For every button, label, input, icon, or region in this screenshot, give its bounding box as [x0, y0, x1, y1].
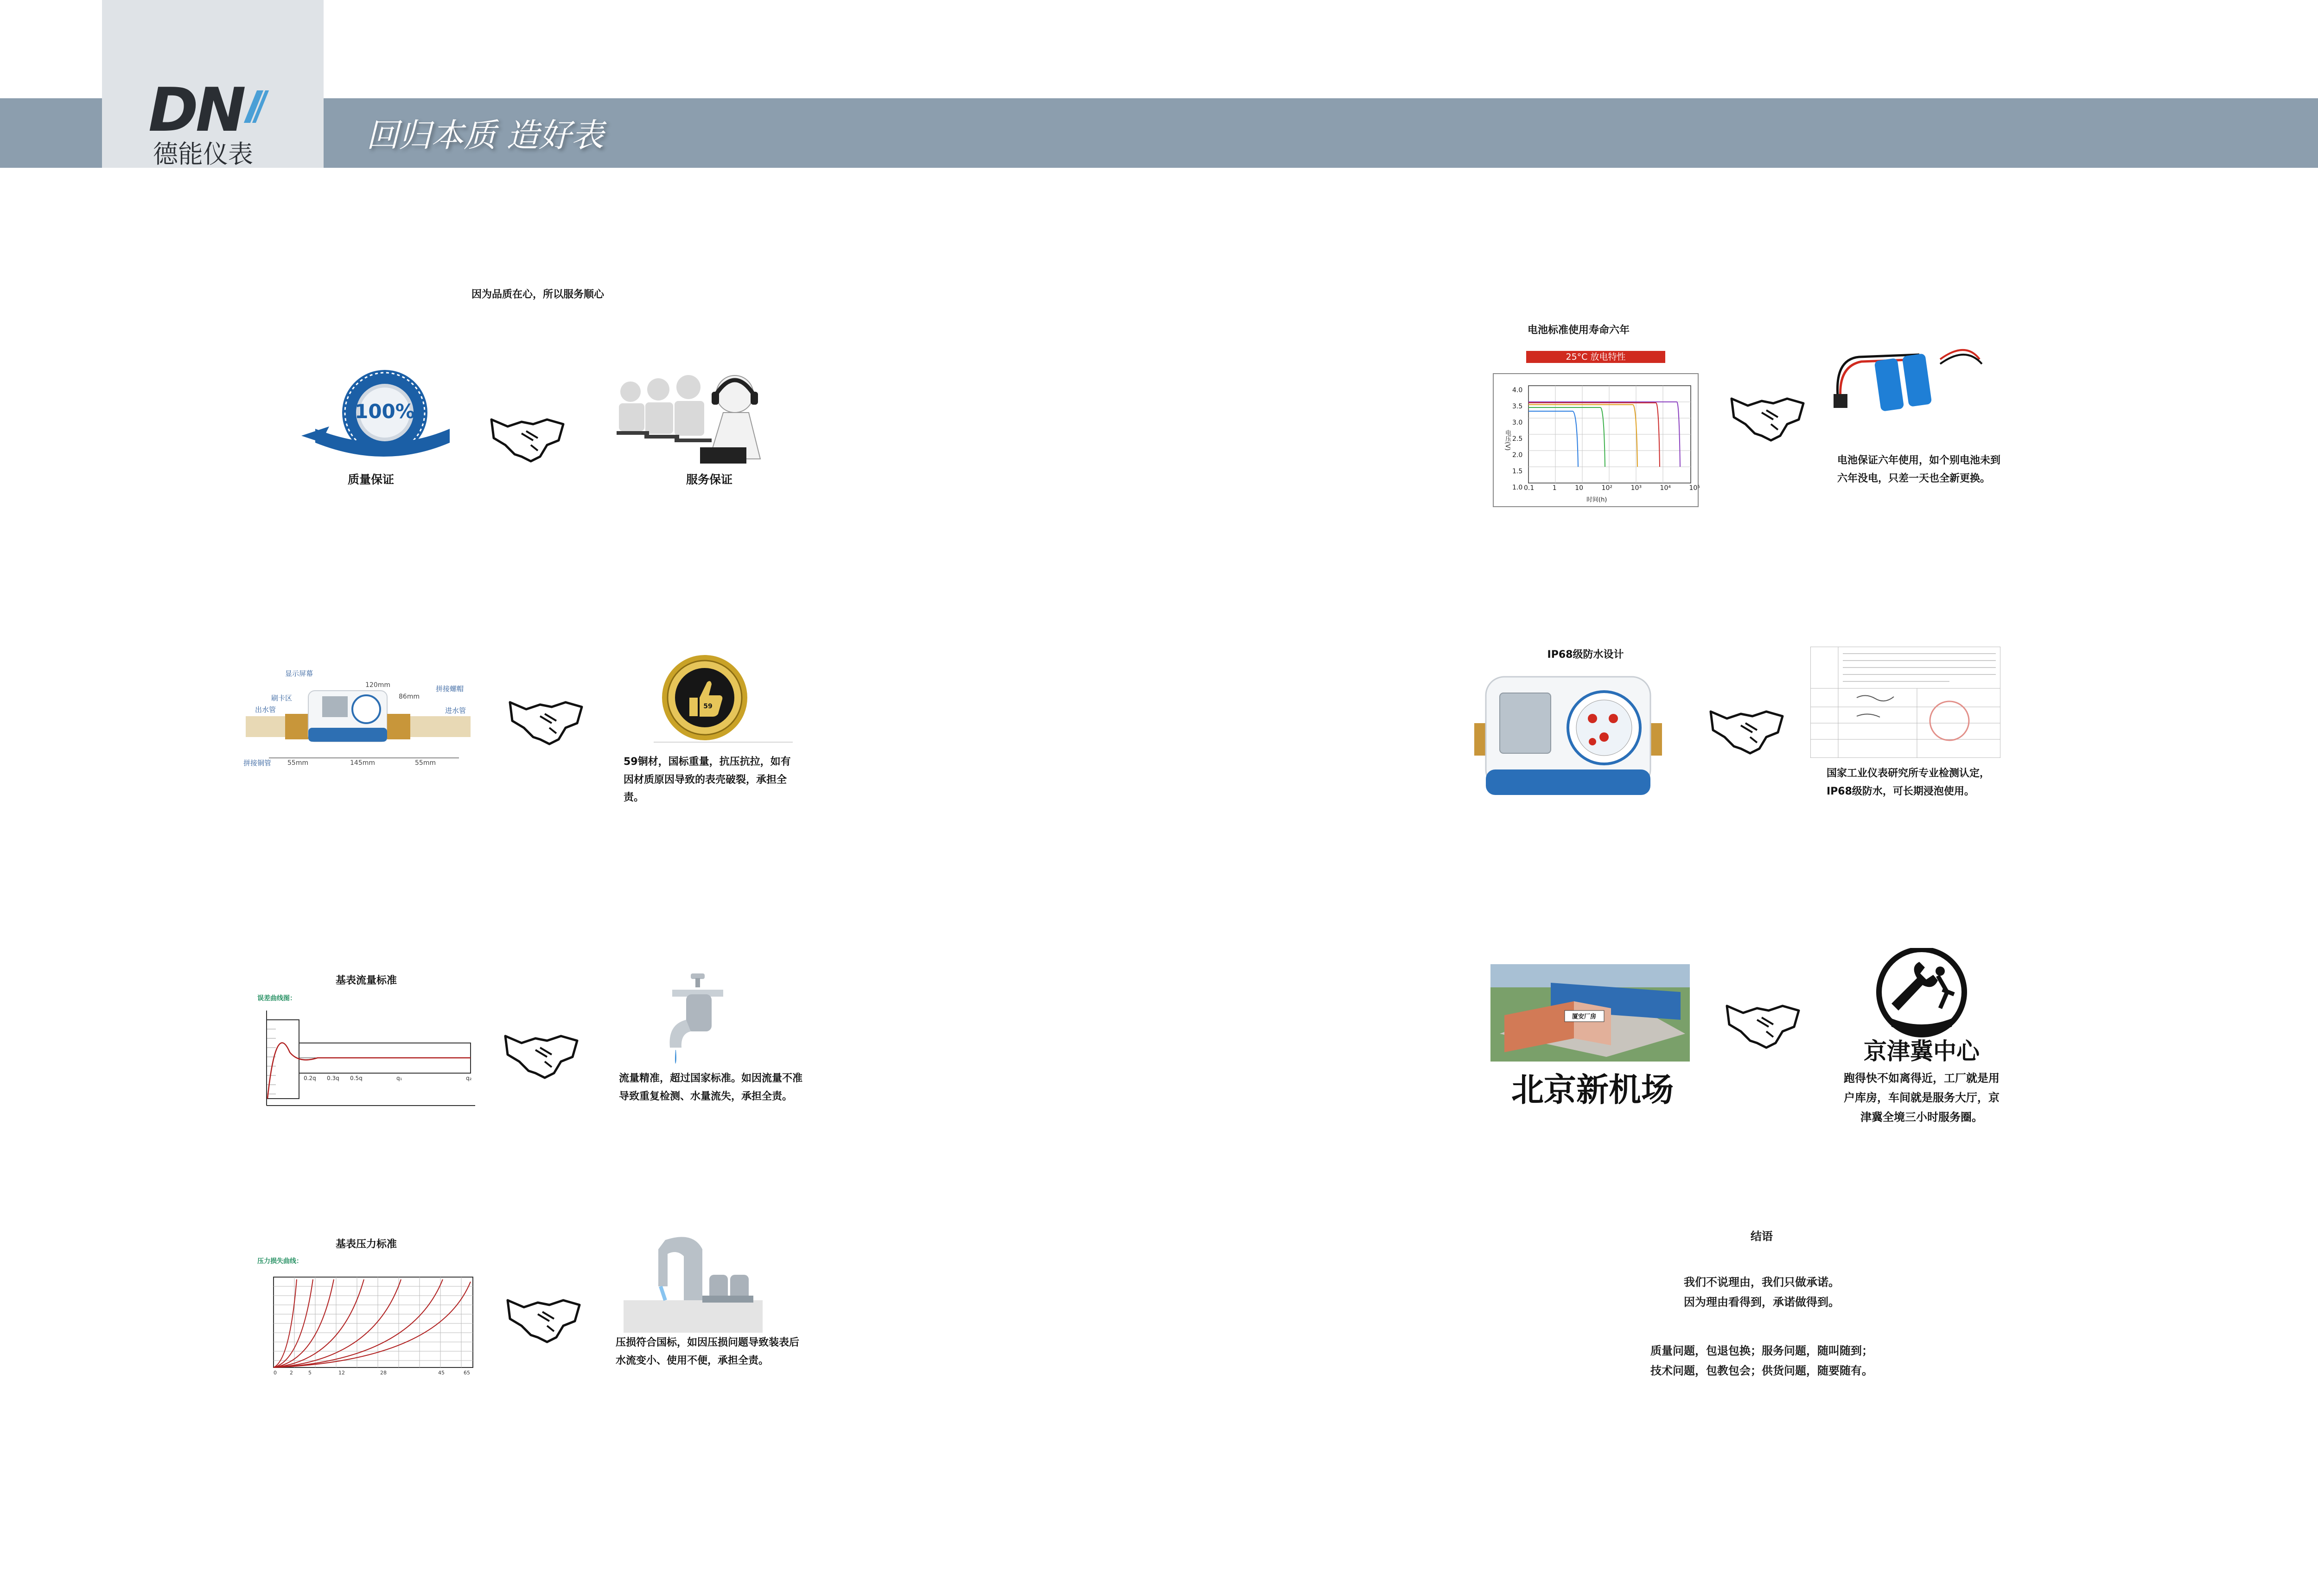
center-title: 京津冀中心 [1864, 1038, 1980, 1065]
conclusion-line: 我们不说理由，我们只做承诺。 [1684, 1276, 1840, 1289]
handshake-icon [503, 1029, 580, 1080]
copper-text: 59铜材，国标重量，抗压抗拉，如有因材质原因导致的表壳破裂，承担全责。 [624, 756, 791, 803]
pressure-loss-chart [257, 1268, 484, 1379]
dim-right: 55mm [415, 759, 436, 767]
dim-depth: 86mm [399, 693, 420, 700]
pressure-chart-label: 压力损失曲线： [257, 1258, 303, 1265]
badge-text: 100% [355, 400, 415, 423]
battery-xlabel: 时间(h) [1586, 496, 1607, 503]
mixer-tap-icon [624, 1231, 763, 1333]
label-nut: 拼接螺帽 [436, 685, 464, 693]
svg-text:q₁: q₁ [396, 1075, 402, 1081]
battery-yticks: 4.0 3.5 3.0 2.5 2.0 1.5 1.0 [1512, 387, 1523, 491]
gold-seal-icon [661, 654, 749, 742]
flow-error-chart [257, 1006, 480, 1113]
label-inlet: 进水管 [445, 706, 466, 715]
dim-height: 120mm [365, 681, 390, 689]
label-outlet: 出水管 [255, 706, 276, 714]
handshake-icon [1725, 999, 1801, 1050]
battery-xticks: 0.1 1 10 10² 10³ 10⁴ 10⁵ [1524, 484, 1700, 492]
conclusion-line: 因为理由看得到，承诺做得到。 [1684, 1296, 1840, 1309]
svg-text:5: 5 [308, 1370, 312, 1376]
handshake-icon [1708, 705, 1785, 756]
handshake-icon [505, 1293, 582, 1344]
svg-text:45: 45 [438, 1370, 445, 1376]
flow-title: 基表流量标准 [335, 975, 397, 986]
battery-pack-icon [1831, 341, 1989, 420]
label-card-area: 刷卡区 [271, 694, 293, 702]
battery-ylabel: 电压(V) [1504, 430, 1511, 451]
service-center-emblem-icon [1873, 948, 1970, 1041]
svg-text:0: 0 [274, 1370, 277, 1376]
service-caption: 服务保证 [686, 473, 732, 486]
call-center-icon [612, 366, 788, 468]
battery-title: 电池标准使用寿命六年 [1527, 324, 1630, 336]
svg-text:0.2q: 0.2q [304, 1075, 316, 1081]
label-copper-pipe: 拼接铜管 [243, 759, 272, 767]
conclusion-lines [1613, 1272, 1910, 1312]
handshake-icon [489, 413, 566, 464]
meter-diagram [241, 663, 482, 774]
center-text: 跑得快不如离得近，工厂就是用户库房，车间就是服务大厅，京津冀全境三小时服务圈。 [1844, 1072, 2000, 1124]
svg-text:0.5q: 0.5q [350, 1075, 363, 1081]
label-display: 显示屏幕 [285, 669, 313, 678]
ip68-text: 国家工业仪表研究所专业检测认定，IP68级防水，可长期浸泡使用。 [1827, 768, 1990, 797]
dim-length: 145mm [350, 759, 375, 767]
handshake-icon [508, 695, 584, 746]
svg-text:12: 12 [338, 1370, 345, 1376]
svg-text:2: 2 [290, 1370, 293, 1376]
smart-meter-icon [1474, 668, 1669, 807]
pressure-text: 压损符合国标，如因压损问题导致装表后水流变小、使用不便，承担全责。 [616, 1337, 800, 1367]
test-certificate-icon [1810, 647, 2000, 758]
left-heading: 因为品质在心，所以服务顺心 [471, 289, 604, 300]
battery-chart-title: 25°C 放电特性 [1526, 351, 1665, 363]
slogan: 回归本质 造好表 [366, 116, 604, 154]
conclusion-title: 结语 [1751, 1230, 1773, 1243]
battery-chart [1493, 352, 1700, 507]
svg-text:28: 28 [380, 1370, 387, 1376]
divider [654, 742, 793, 743]
flow-text: 流量精准，超过国家标准。如因流量不准导致重复检测、水量流失，承担全责。 [619, 1073, 803, 1102]
svg-text:59: 59 [703, 703, 713, 710]
promise-lines [1613, 1341, 1910, 1381]
quality-caption: 质量保证 [347, 473, 394, 486]
svg-text:0.3q: 0.3q [327, 1075, 339, 1081]
factory-tag: 厦安厂房 [1572, 1013, 1597, 1020]
battery-text: 电池保证六年使用，如个别电池未到六年没电，只差一天也全新更换。 [1837, 455, 2001, 484]
promise-line: 技术问题，包教包会；供货问题，随要随有。 [1650, 1364, 1873, 1378]
pressure-title: 基表压力标准 [335, 1239, 397, 1250]
factory-big: 北京新机场 [1511, 1071, 1674, 1109]
promise-line: 质量问题，包退包换；服务问题，随叫随到； [1650, 1344, 1873, 1357]
logo-mark: DN [148, 75, 243, 145]
svg-text:q₂: q₂ [466, 1075, 472, 1081]
svg-text:65: 65 [464, 1370, 470, 1376]
satisfaction-badge-icon [297, 366, 450, 473]
factory-aerial-photo [1490, 964, 1690, 1062]
brand-name: 德能仪表 [153, 140, 253, 169]
header-bar [0, 98, 2318, 168]
flow-chart-label: 误差曲线图： [257, 995, 296, 1002]
faucet-icon [658, 969, 737, 1066]
handshake-icon [1729, 392, 1806, 443]
dim-left: 55mm [287, 759, 309, 767]
ip68-title: IP68级防水设计 [1547, 649, 1624, 661]
